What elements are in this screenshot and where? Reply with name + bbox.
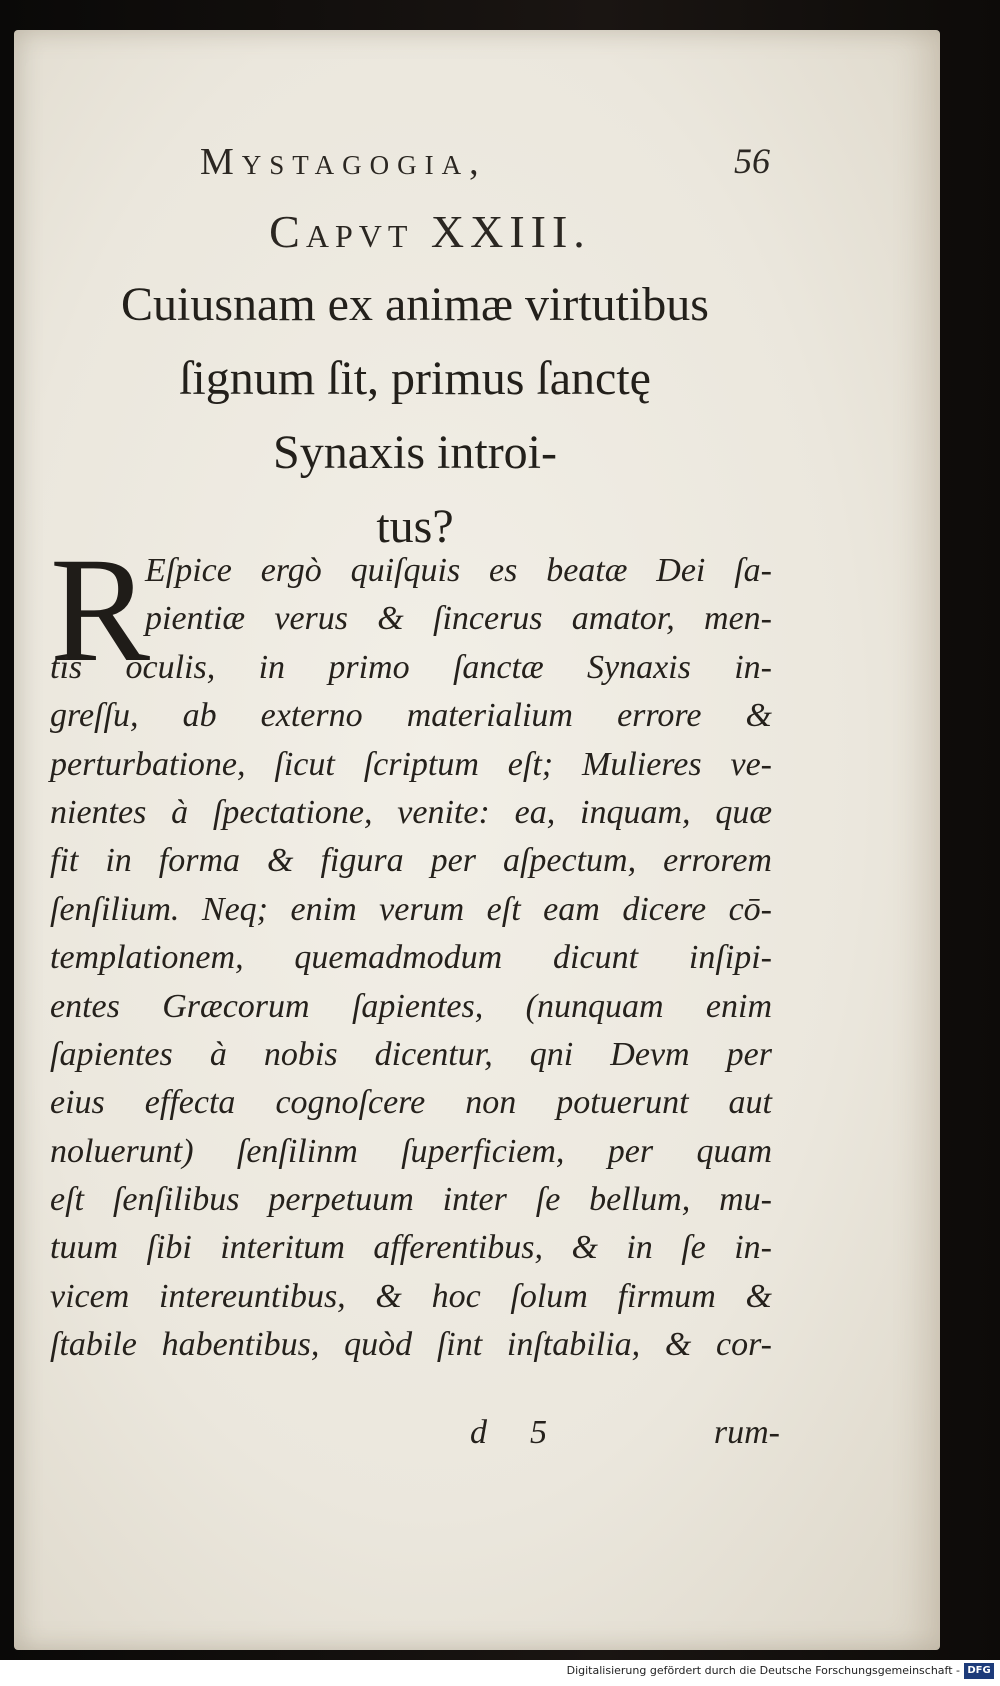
catchword: rum- xyxy=(713,1414,780,1451)
running-head xyxy=(200,140,770,190)
text-line: ſenſilium. Neq; enim verum eſt eam dicere cō- xyxy=(50,890,772,928)
heading-line: tus? xyxy=(376,500,454,553)
text-line: Eſpice ergò quiſquis es beatæ Dei ſa- xyxy=(145,552,772,589)
page-number: 56 xyxy=(734,141,770,181)
body-text xyxy=(50,527,772,1370)
footer-bar xyxy=(0,1660,1000,1686)
running-title: Mystagogia, xyxy=(200,141,487,183)
heading-line: ſignum ſit, primus ſanctę xyxy=(179,352,651,405)
text-line: ſtabile habentibus, quòd ſint inſtabilia, & cor- xyxy=(50,1326,772,1364)
dfg-logo-icon: DFG xyxy=(964,1663,994,1679)
text-line: templationem, quemadmodum dicunt inſipi- xyxy=(50,939,772,977)
text-line: tis oculis, in primo ſanctæ Synaxis in- xyxy=(50,648,772,686)
text-line: entes Græcorum ſapientes, (nunquam enim xyxy=(50,987,772,1025)
text-line: ſapientes à nobis dicentur, qni Devm per xyxy=(50,1035,772,1073)
text-line: vicem intereuntibus, & hoc ſolum firmum & xyxy=(50,1277,772,1315)
chapter-heading xyxy=(60,268,770,564)
heading-line: Synaxis introi- xyxy=(273,426,557,479)
signature-line xyxy=(470,1414,780,1464)
text-line: eſt ſenſilibus perpetuum inter ſe bellum, mu- xyxy=(50,1181,772,1219)
chapter-title: Capvt XXIII. xyxy=(269,206,591,257)
text-line: eius effecta cognoſcere non potuerunt aut xyxy=(50,1084,772,1122)
text-line: tuum ſibi interitum afferentibus, & in ſe in- xyxy=(50,1229,772,1267)
drop-cap: R xyxy=(50,527,151,693)
text-line: fit in forma & figura per aſpectum, errorem xyxy=(50,842,772,880)
signature-mark: d xyxy=(470,1414,487,1451)
heading-line: Cuiusnam ex animæ virtutibus xyxy=(121,278,709,331)
text-line: greſſu, ab externo materialium errore & xyxy=(50,697,772,735)
text-line: perturbatione, ſicut ſcriptum eſt; Mulieres ve- xyxy=(50,745,772,783)
signature-number: 5 xyxy=(530,1414,547,1451)
text-line: pientiæ verus & ſincerus amator, men- xyxy=(145,600,772,638)
text-line: noluerunt) ſenſilinm ſuperficiem, per quam xyxy=(50,1132,772,1170)
text-line: nientes à ſpectatione, venite: ea, inquam, quæ xyxy=(50,793,772,831)
funding-credit: Digitalisierung gefördert durch die Deutsche Forschungsgemeinschaft - xyxy=(566,1664,960,1677)
